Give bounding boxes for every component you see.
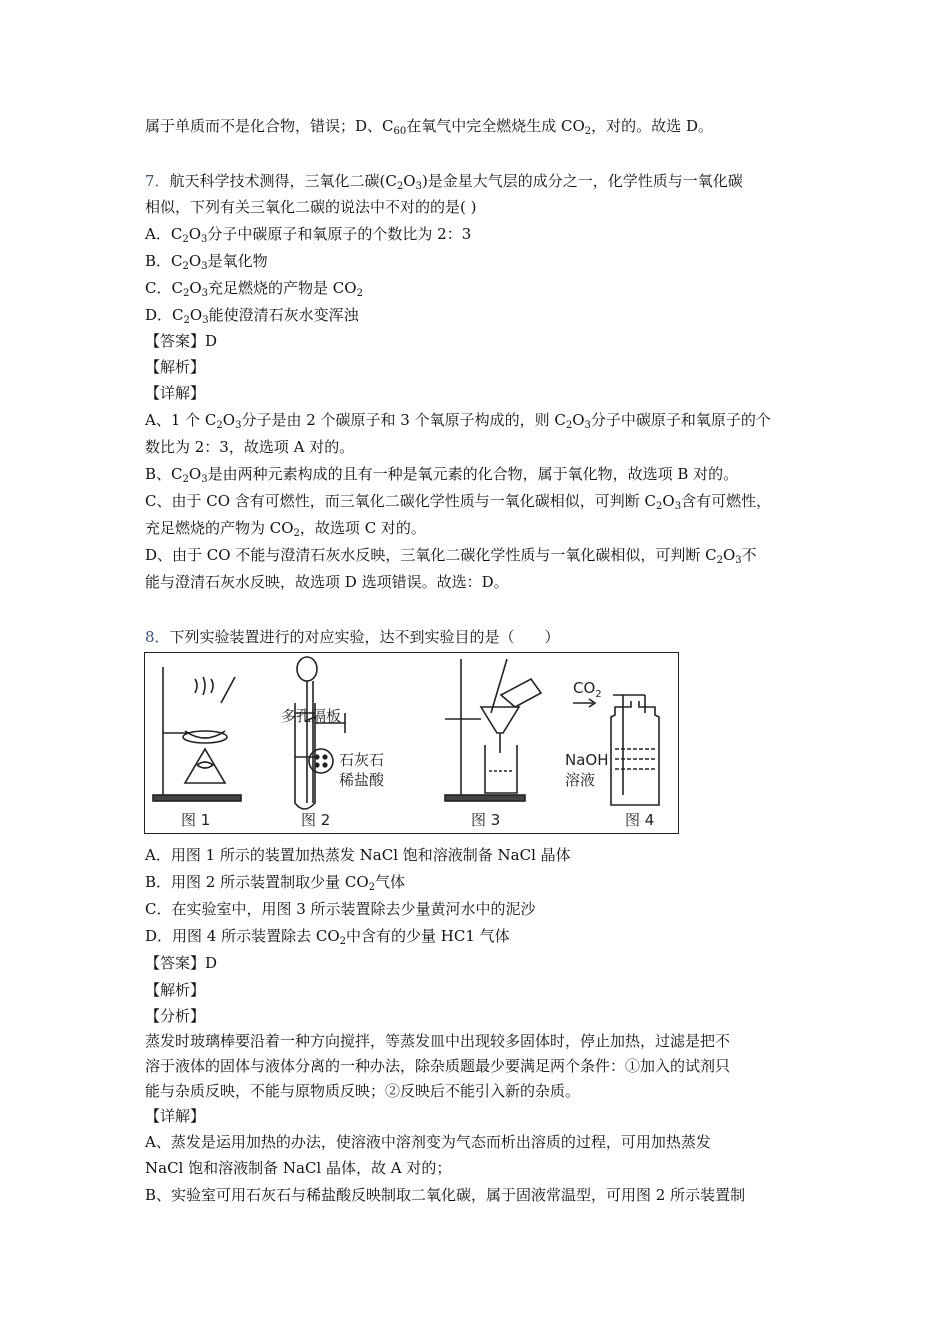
q7-option-c: C．$C_2O_3$充足燃烧的产物是 $CO_2$ xyxy=(145,279,363,299)
question-number: 8． xyxy=(145,628,170,646)
q7-analysis-heading: 【解析】 xyxy=(145,358,206,376)
q8-detail-heading: 【详解】 xyxy=(145,1107,206,1125)
figure-4-label: 图 4 xyxy=(625,811,655,829)
intro-line: 属于单质而不是化合物，错误；D、$C_{60}$在氧气中完全燃烧生成 $CO_2$，对的。故选 D。 xyxy=(145,117,713,137)
figure-1-label: 图 1 xyxy=(181,811,211,829)
q8-option-b: B．用图 2 所示装置制取少量 $CO_2$气体 xyxy=(145,873,406,893)
figure-3-label: 图 3 xyxy=(471,811,501,829)
q8-stem: 8．下列实验装置进行的对应实验，达不到实验目的是（ ） xyxy=(145,628,560,646)
experiment-figure xyxy=(144,652,679,834)
q8-option-d: D．用图 4 所示装置除去 $CO_2$中含有的少量 HC1 气体 xyxy=(145,927,510,947)
q8-detail-a-line2: NaCl 饱和溶液制备 NaCl 晶体，故 A 对的； xyxy=(145,1159,452,1177)
question-number: 7． xyxy=(145,172,170,190)
evaporation-apparatus-icon xyxy=(153,667,241,801)
q8-fenxi-line2: 溶于液体的固体与液体分离的一种办法，除杂质题最少要满足两个条件：①加入的试剂只 xyxy=(145,1057,731,1075)
porous-plate-label: 多孔隔板 xyxy=(281,707,342,725)
q7-option-a: A．$C_2O_3$分子中碳原子和氧原子的个数比为 2：3 xyxy=(145,225,472,245)
q7-detail-a-line1: A、1 个 $C_2O_3$分子是由 2 个碳原子和 3 个氧原子构成的，则 $C_2O_3$分子中碳原子和氧原子的个 xyxy=(145,411,771,431)
limestone-label: 石灰石 xyxy=(339,751,385,769)
apparatus-diagram xyxy=(145,653,680,835)
naoh-label: NaOH xyxy=(565,751,609,769)
q7-option-d: D．$C_2O_3$能使澄清石灰水变浑浊 xyxy=(145,306,359,326)
co2-label: $CO_2$ xyxy=(573,679,602,700)
q7-detail-d-line2: 能与澄清石灰水反映，故选项 D 选项错误。故选：D。 xyxy=(145,573,509,591)
q7-detail-c-line2: 充足燃烧的产物为 $CO_2$，故选项 C 对的。 xyxy=(145,519,426,539)
q8-fenxi-line3: 能与杂质反映，不能与原物质反映；②反映后不能引入新的杂质。 xyxy=(145,1082,581,1100)
q7-detail-c-line1: C、由于 CO 含有可燃性，而三氧化二碳化学性质与一氧化碳相似，可判断 $C_2O_3$含有可燃性， xyxy=(145,492,772,512)
q7-stem-line2: 相似，下列有关三氧化二碳的说法中不对的的是( ) xyxy=(145,198,477,216)
figure-2-label: 图 2 xyxy=(301,811,331,829)
acid-label: 稀盐酸 xyxy=(339,771,385,789)
q8-fenxi-heading: 【分析】 xyxy=(145,1007,206,1025)
filtration-apparatus-icon xyxy=(445,659,541,801)
q7-detail-heading: 【详解】 xyxy=(145,384,206,402)
q8-fenxi-line1: 蒸发时玻璃棒要沿着一种方向搅拌，等蒸发皿中出现较多固体时，停止加热，过滤是把不 xyxy=(145,1032,731,1050)
q8-analysis-heading: 【解析】 xyxy=(145,981,206,999)
q8-detail-b-line1: B、实验室可用石灰石与稀盐酸反映制取二氧化碳，属于固液常温型，可用图 2 所示装置制 xyxy=(145,1186,746,1204)
q7-answer: 【答案】D xyxy=(145,332,218,350)
gas-generator-icon xyxy=(295,657,345,809)
q7-option-b: B．$C_2O_3$是氧化物 xyxy=(145,252,268,272)
q7-detail-b: B、$C_2O_3$是由两种元素构成的且有一种是氧元素的化合物，属于氧化物，故选项 B 对的。 xyxy=(145,465,739,485)
q8-option-c: C．在实验室中，用图 3 所示装置除去少量黄河水中的泥沙 xyxy=(145,900,536,918)
q8-detail-a-line1: A、蒸发是运用加热的办法，使溶液中溶剂变为气态而析出溶质的过程，可用加热蒸发 xyxy=(145,1133,711,1151)
q7-detail-a-line2: 数比为 2：3，故选项 A 对的。 xyxy=(145,438,355,456)
q7-stem-line1: 7．航天科学技术测得，三氧化二碳$(C_2O_3)$是金星大气层的成分之一，化学性质与一氧化碳 xyxy=(145,172,743,192)
q7-detail-d-line1: D、由于 CO 不能与澄清石灰水反映，三氧化二碳化学性质与一氧化碳相似，可判断 $C_2O_3$不 xyxy=(145,546,757,566)
solution-label: 溶液 xyxy=(565,771,596,789)
q8-option-a: A．用图 1 所示的装置加热蒸发 NaCl 饱和溶液制备 NaCl 晶体 xyxy=(145,846,571,864)
q8-answer: 【答案】D xyxy=(145,954,218,972)
